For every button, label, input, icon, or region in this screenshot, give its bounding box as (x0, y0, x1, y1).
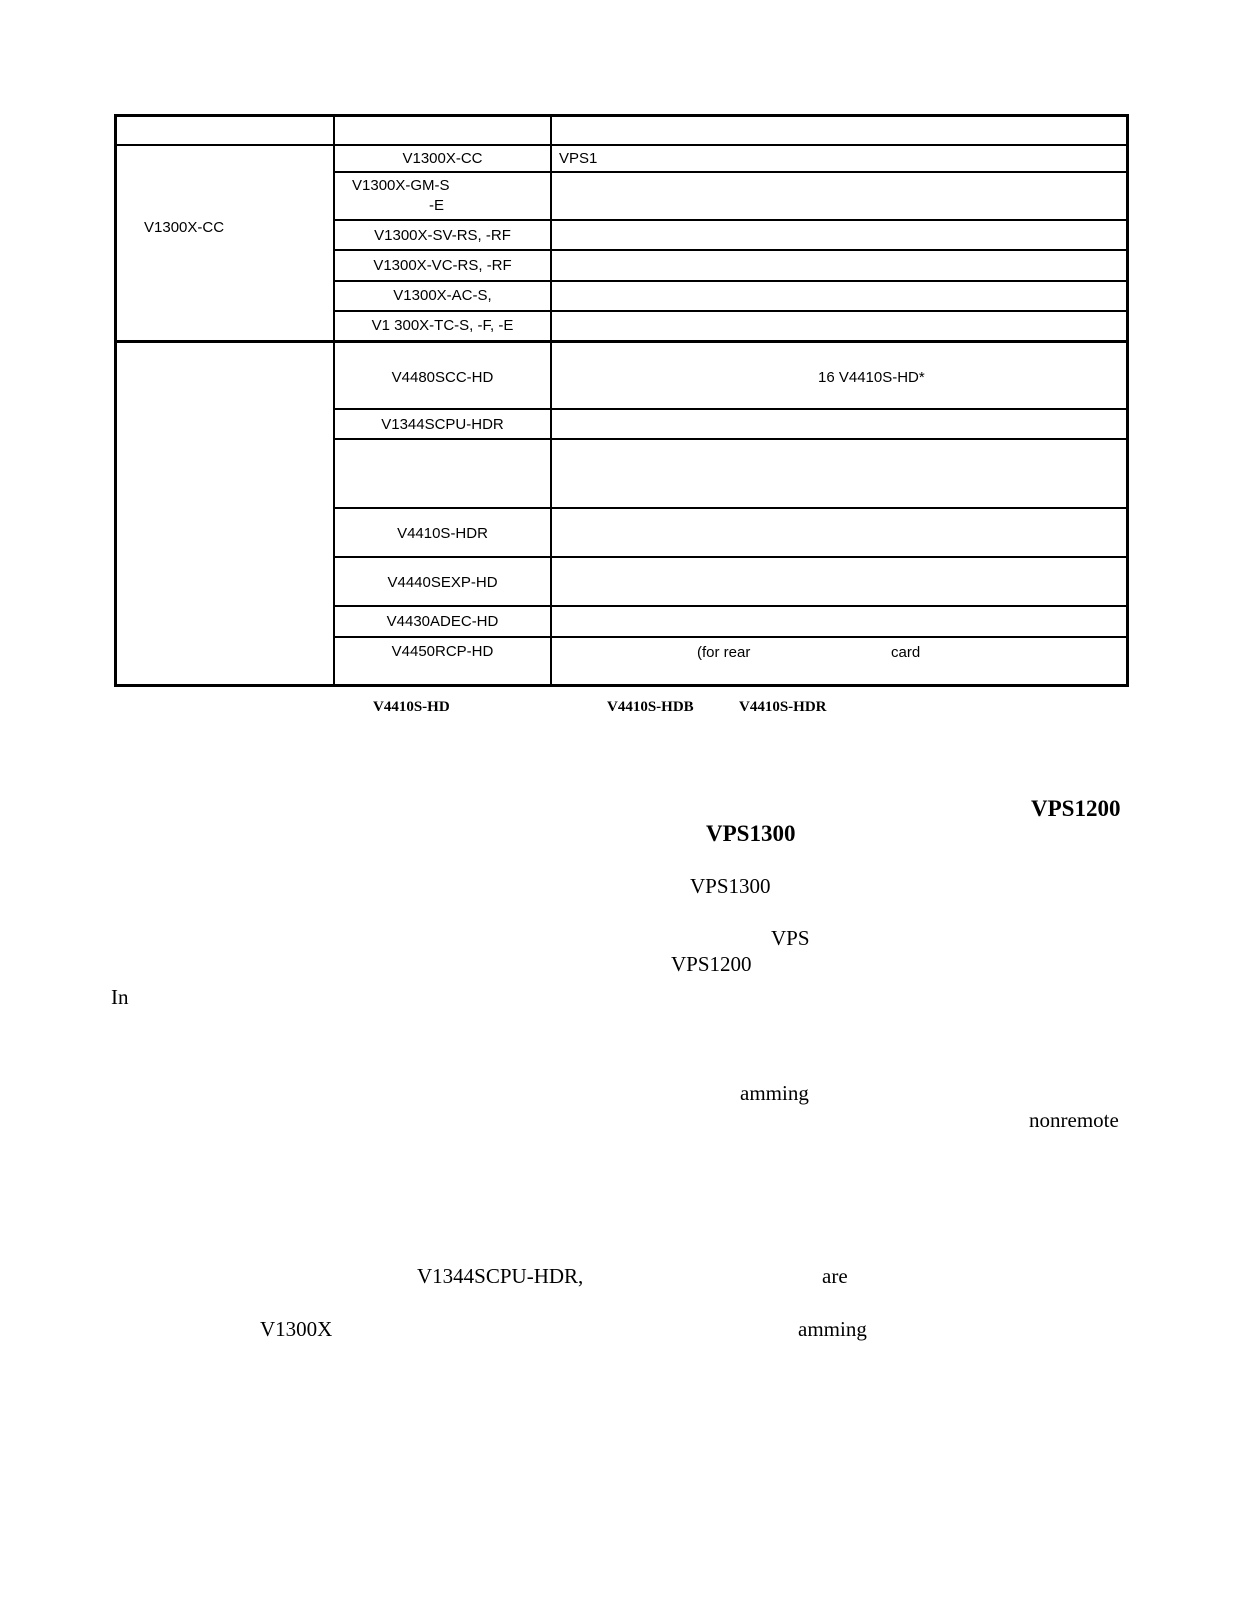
text-are: are (822, 1264, 848, 1288)
model-cell: V1300X-CC (402, 150, 483, 167)
text-vps1300: VPS1300 (706, 821, 796, 846)
model-cell: V1300X-VC-RS, -RF (373, 257, 512, 274)
header-rule (114, 144, 1129, 146)
description-cell: 16 V4410S-HD* (818, 369, 925, 386)
text-nonremote: nonremote (1029, 1108, 1119, 1132)
model-cell: V1300X-AC-S, (393, 287, 492, 304)
column-divider-1 (333, 114, 335, 687)
text-vps1200: VPS1200 (1031, 796, 1121, 821)
group-label-v1300x-cc: V1300X-CC (144, 219, 225, 236)
footnote-model-hdr: V4410S-HDR (739, 699, 827, 715)
model-cell: V4450RCP-HD (391, 643, 494, 660)
row-rule (333, 408, 1129, 410)
column-divider-2 (550, 114, 552, 687)
group-separator (114, 340, 1129, 343)
row-rule (333, 438, 1129, 440)
row-rule (333, 249, 1129, 251)
row-rule (333, 556, 1129, 558)
description-cell: (for rear (697, 644, 751, 661)
row-rule (333, 507, 1129, 509)
row-rule (333, 171, 1129, 173)
footnote-model-hdb: V4410S-HDB (607, 699, 694, 715)
model-cell: V4430ADEC-HD (386, 613, 499, 630)
row-rule (333, 636, 1129, 638)
model-cell: V1300X-SV-RS, -RF (374, 227, 511, 244)
model-cell: V1300X-GM-S (352, 177, 450, 194)
description-cell: card (891, 644, 921, 661)
model-cell: V4440SEXP-HD (387, 574, 498, 591)
text-v1344scpu-hdr: V1344SCPU-HDR, (417, 1264, 584, 1288)
row-rule (333, 605, 1129, 607)
row-rule (333, 310, 1129, 312)
text-vps: VPS (771, 926, 810, 950)
description-cell: VPS1 (559, 150, 598, 167)
row-rule (333, 219, 1129, 221)
text-v1300x: V1300X (260, 1317, 333, 1341)
row-rule (333, 280, 1129, 282)
text-vps1300: VPS1300 (690, 874, 771, 898)
text-vps1200: VPS1200 (671, 952, 752, 976)
text-amming: amming (740, 1081, 809, 1105)
text-amming: amming (798, 1317, 867, 1341)
text-in: In (111, 985, 129, 1009)
model-cell: V1 300X-TC-S, -F, -E (371, 317, 514, 334)
component-table (114, 114, 1129, 687)
footnote-model-hd: V4410S-HD (373, 699, 450, 715)
table-frame (114, 114, 1129, 687)
model-cell: V4480SCC-HD (391, 369, 494, 386)
model-cell-suffix: -E (429, 197, 444, 214)
model-cell: V4410S-HDR (397, 525, 488, 542)
model-cell: V1344SCPU-HDR (381, 416, 504, 433)
